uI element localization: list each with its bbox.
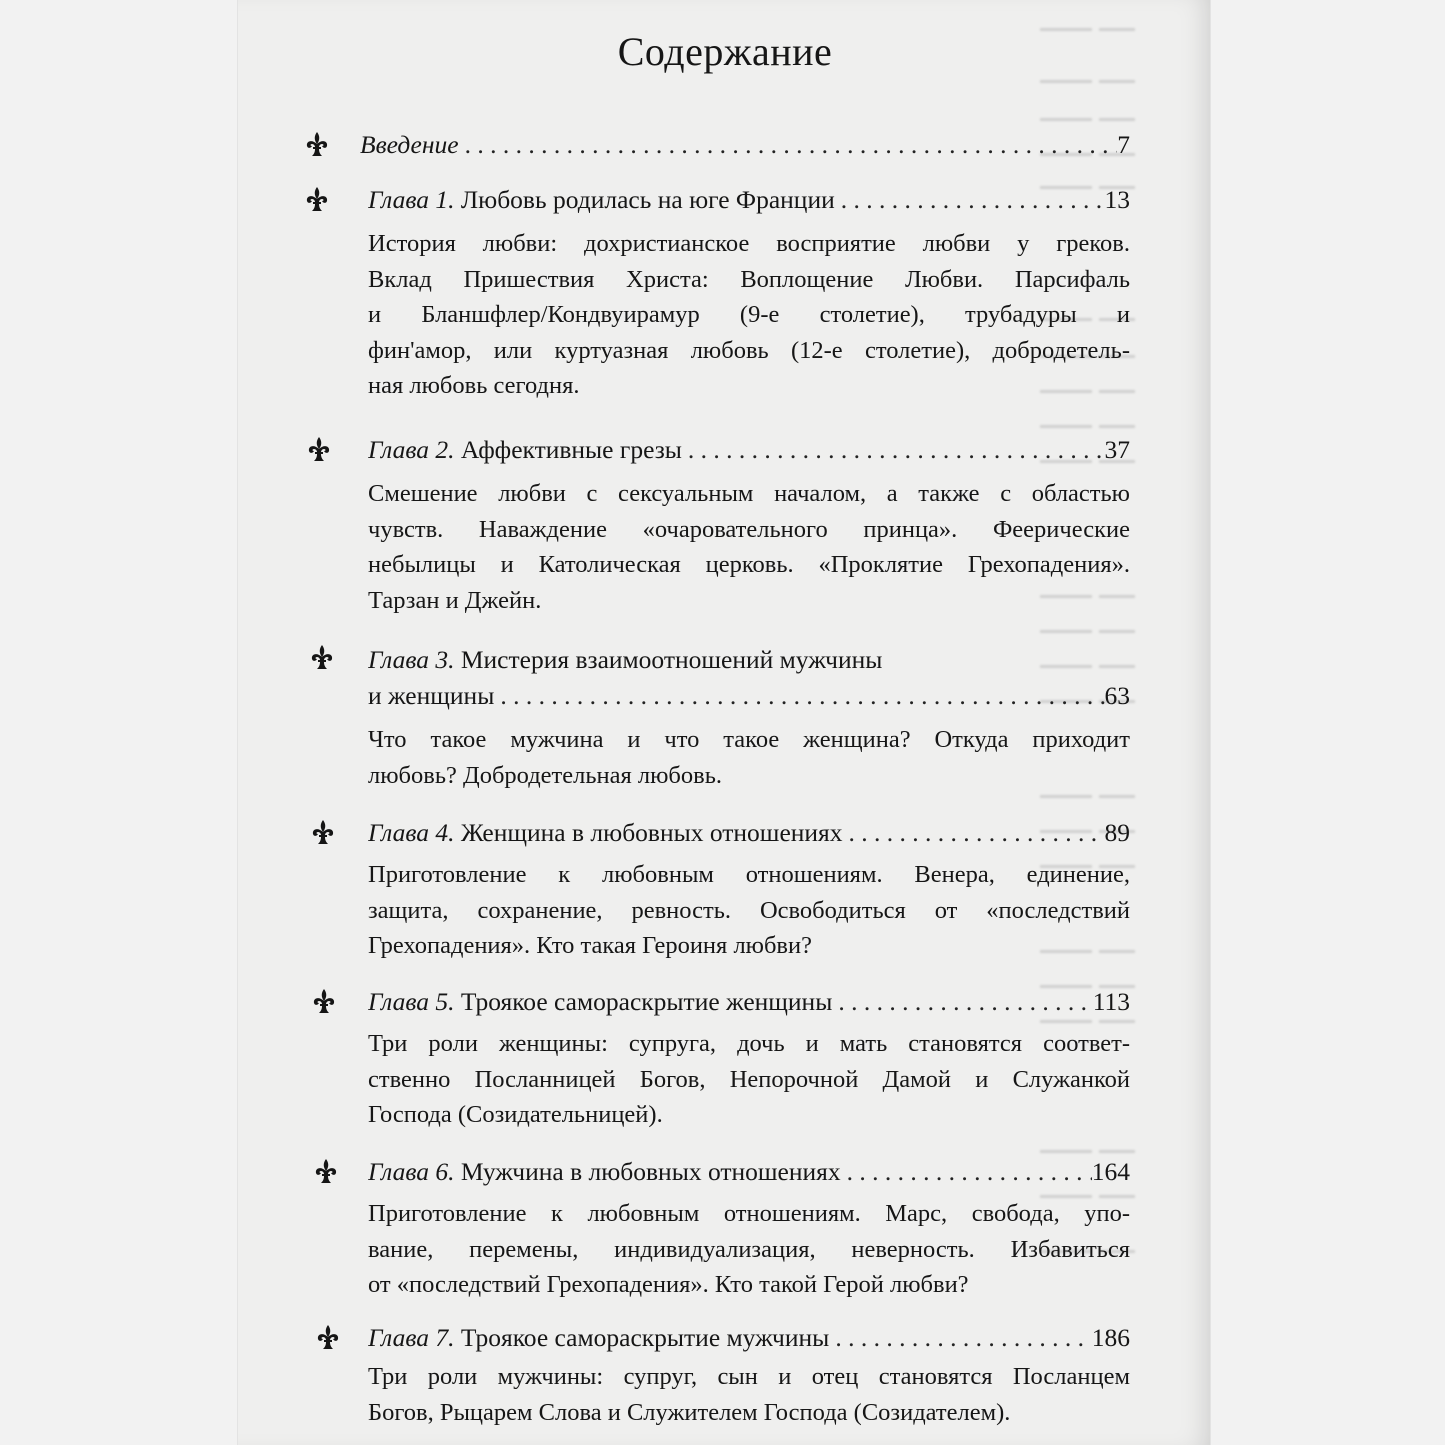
dot-leader xyxy=(835,178,1105,222)
entry-title-continued: и женщины xyxy=(368,681,495,710)
toc-entry-chapter-6[interactable] xyxy=(368,1150,1130,1194)
fleur-de-lis-icon xyxy=(309,987,339,1017)
summary-line: Приготовление к любовным отношениям. Марс, свобода, упо- xyxy=(368,1200,1130,1227)
fleur-de-lis-icon xyxy=(311,1157,341,1187)
page-number: 89 xyxy=(1104,818,1130,847)
entry-label: Глава 5. xyxy=(368,987,455,1016)
summary-line: Три роли женщины: супруга, дочь и мать становятся соответ- xyxy=(368,1030,1130,1057)
fleur-de-lis-icon xyxy=(307,643,337,673)
summary-line: фин'амор, или куртуазная любовь (12-е столетие), добродетель- xyxy=(368,336,1130,364)
summary-line: небылицы и Католическая церковь. «Проклятие Грехопадения». xyxy=(368,551,1130,578)
toc-entry-chapter-5[interactable] xyxy=(368,980,1130,1024)
dot-leader xyxy=(843,811,1105,855)
dot-leader xyxy=(682,428,1105,472)
summary-line: Что такое мужчина и что такое женщина? Откуда приходит xyxy=(368,726,1130,753)
summary-line: История любви: дохристианское восприятие любви у греков. xyxy=(368,230,1130,257)
summary-line: Господа (Созидательницей). xyxy=(368,1101,663,1128)
entry-label: Глава 6. xyxy=(368,1157,455,1186)
fleur-de-lis-icon xyxy=(302,185,332,215)
fleur-de-lis-icon xyxy=(302,130,332,160)
entry-title: Троякое самораскрытие женщины xyxy=(460,987,833,1016)
entry-title: Мистерия взаимоотношений мужчины xyxy=(460,645,883,674)
dot-leader xyxy=(841,1150,1092,1194)
summary-line: любовь? Добродетельная любовь. xyxy=(368,761,723,789)
chapter-1-summary xyxy=(368,226,1130,404)
toc-entry-chapter-3-continued[interactable] xyxy=(368,674,1130,718)
toc-entry-chapter-2[interactable] xyxy=(368,428,1130,472)
entry-label: Глава 2. xyxy=(368,435,455,464)
entry-title: Аффективные грезы xyxy=(460,435,682,464)
page-title: Содержание xyxy=(617,29,833,74)
fleur-de-lis-icon xyxy=(308,818,338,848)
dot-leader xyxy=(829,1316,1091,1360)
entry-label: Глава 1. xyxy=(368,185,455,214)
page-number: 13 xyxy=(1104,185,1130,214)
summary-line: чувств. Наваждение «очаровательного принца». Феерические xyxy=(368,515,1130,543)
page-number: 186 xyxy=(1091,1323,1130,1352)
page-number: 37 xyxy=(1104,435,1130,464)
dot-leader xyxy=(832,980,1092,1024)
toc-entry-chapter-7[interactable] xyxy=(368,1316,1130,1360)
entry-title: Мужчина в любовных отношениях xyxy=(460,1157,841,1186)
entry-title: Любовь родилась на юге Франции xyxy=(460,185,835,214)
summary-line: Грехопадения». Кто такая Героиня любви? xyxy=(368,932,812,959)
fleur-de-lis-icon xyxy=(304,435,334,465)
summary-line: Три роли мужчины: супруг, сын и отец становятся Посланцем xyxy=(368,1363,1130,1390)
toc-entry-introduction[interactable] xyxy=(360,123,1130,167)
entry-title: Трoякое самораскрытие мужчины xyxy=(460,1323,830,1352)
fleur-de-lis-icon xyxy=(313,1323,343,1353)
summary-line: Приготовление к любовным отношениям. Венера, единение, xyxy=(368,861,1130,888)
page-number: 63 xyxy=(1104,681,1130,710)
chapter-3-summary xyxy=(368,722,1130,793)
summary-line: защита, сохранение, ревность. Освободиться от «последствий xyxy=(368,896,1130,924)
summary-line: Смешение любви с сексуальным началом, а также с областью xyxy=(368,480,1130,507)
summary-line: и Бланшфлер/Кондвуирамур (9-е столетие), трубадуры и xyxy=(368,301,1130,328)
toc-entry-chapter-1[interactable] xyxy=(368,178,1130,222)
chapter-2-summary xyxy=(368,476,1130,618)
entry-label: Глава 7. xyxy=(368,1323,455,1352)
chapter-6-summary xyxy=(368,1196,1130,1303)
page-number: 164 xyxy=(1091,1157,1130,1186)
toc-entry-chapter-4[interactable] xyxy=(368,811,1130,855)
entry-label: Глава 4. xyxy=(368,818,455,847)
chapter-5-summary xyxy=(368,1026,1130,1133)
entry-label: Глава 3. xyxy=(368,645,455,674)
entry-label: Введение xyxy=(360,130,459,159)
page-number: 113 xyxy=(1092,987,1130,1016)
entry-title: Женщина в любовных отношениях xyxy=(460,818,843,847)
summary-line: вание, перемены, индивидуализация, неверность. Избавиться xyxy=(368,1235,1130,1263)
summary-line: от «последствий Грехопадения». Кто такой Герой любви? xyxy=(368,1271,969,1298)
summary-line: Вклад Пришествия Христа: Воплощение Любви. Парсифаль xyxy=(368,265,1130,293)
summary-line: Тарзан и Джейн. xyxy=(368,586,542,614)
summary-line: ственно Посланницей Богов, Непорочной Дамой и Служанкой xyxy=(368,1065,1130,1093)
chapter-4-summary xyxy=(368,857,1130,964)
dot-leader xyxy=(459,123,1118,167)
dot-leader xyxy=(494,674,1104,718)
summary-line: ная любовь сегодня. xyxy=(368,372,580,399)
summary-line: Богов, Рыцарем Слова и Служителем Господа (Созидателем). xyxy=(368,1398,1011,1426)
page-number: 7 xyxy=(1117,130,1130,159)
chapter-7-summary xyxy=(368,1359,1130,1430)
